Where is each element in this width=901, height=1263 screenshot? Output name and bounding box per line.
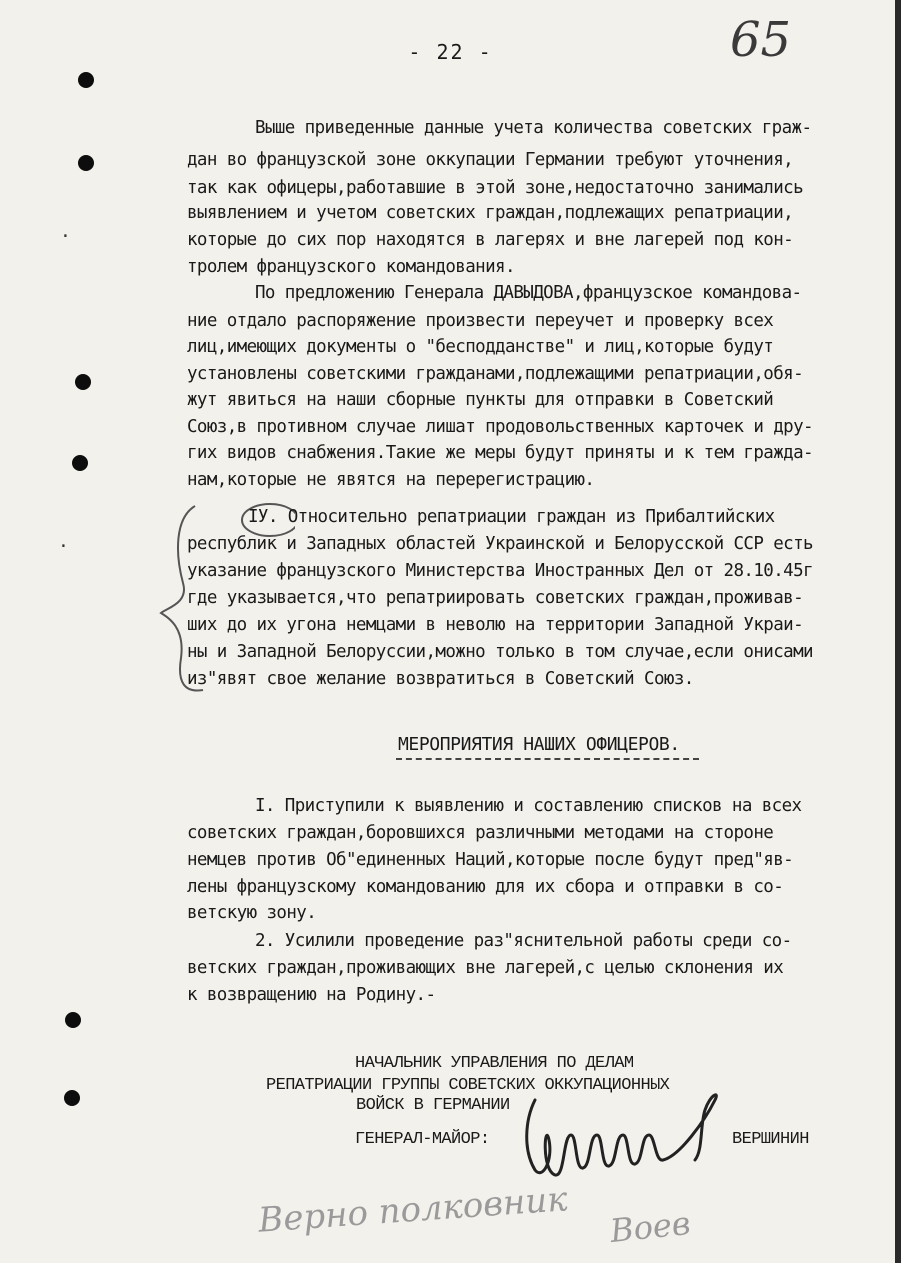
text-line: выявлением и учетом советских граждан,подлежащих репатриации, <box>187 203 794 223</box>
text-line: республик и Западных областей Украинской и Белорусской ССР есть <box>187 534 813 554</box>
text-line: гих видов снабжения.Такие же меры будут приняты и к тем гражда- <box>187 443 813 463</box>
text-line: нам,которые не явятся на перерегистрацию. <box>187 470 595 490</box>
punch-hole <box>78 155 94 171</box>
margin-mark: · <box>60 226 71 247</box>
text-line: установлены советскими гражданами,подлежащими репатриации,обя- <box>187 364 804 384</box>
punch-hole <box>65 1012 81 1028</box>
signatory-name: ВЕРШИНИН <box>732 1130 809 1149</box>
signature-title-line: РЕПАТРИАЦИИ ГРУППЫ СОВЕТСКИХ ОККУПАЦИОННЫХ <box>266 1076 670 1095</box>
text-line: Выше приведенные данные учета количества советских граж- <box>255 118 812 138</box>
text-line: Союз,в противном случае лишат продовольственных карточек и дру- <box>187 417 813 437</box>
text-line: IУ. Относительно репатриации граждан из Прибалтийских <box>248 507 775 527</box>
signatory-rank: ГЕНЕРАЛ-МАЙОР: <box>355 1130 490 1149</box>
text-line: советских граждан,боровшихся различными методами на стороне <box>187 823 774 843</box>
punch-hole <box>75 374 91 390</box>
punch-hole <box>78 72 94 88</box>
punch-hole <box>64 1090 80 1106</box>
text-line: указание французского Министерства Иностранных Дел от 28.10.45г <box>187 561 813 581</box>
text-line: ние отдало распоряжение произвести переучет и проверку всех <box>187 311 774 331</box>
text-line: 2. Усилили проведение раз"яснительной работы среди со- <box>255 931 792 951</box>
text-line: тролем французского командования. <box>187 257 515 277</box>
margin-mark: · <box>58 536 69 557</box>
text-line: ших до их угона немцами в неволю на территории Западной Украи- <box>187 615 804 635</box>
text-line: ветских граждан,проживающих вне лагерей,с целью склонения их <box>187 958 784 978</box>
text-line: жут явиться на наши сборные пункты для отправки в Советский <box>187 390 774 410</box>
scan-edge <box>895 0 901 1263</box>
handwritten-signature <box>505 1080 735 1190</box>
page-number: - 22 - <box>408 40 493 64</box>
text-line: к возвращению на Родину.- <box>187 985 436 1005</box>
signature-title-line: ВОЙСК В ГЕРМАНИИ <box>356 1096 510 1115</box>
text-line: ветскую зону. <box>187 903 317 923</box>
text-line: так как офицеры,работавшие в этой зоне,недостаточно занимались <box>187 178 804 198</box>
handwritten-note: Воев <box>608 1203 693 1251</box>
text-line: которые до сих пор находятся в лагерях и вне лагерей под кон- <box>187 230 794 250</box>
text-line: лены французскому командованию для их сбора и отправки в со- <box>187 877 784 897</box>
text-line: ны и Западной Белоруссии,можно только в том случае,если онисами <box>187 642 813 662</box>
text-line: где указывается,что репатриировать советских граждан,проживав- <box>187 588 804 608</box>
section-heading: МЕРОПРИЯТИЯ НАШИХ ОФИЦЕРОВ. <box>398 734 680 755</box>
text-line: По предложению Генерала ДАВЫДОВА,французское командова- <box>255 283 802 303</box>
text-line: лиц,имеющих документы о "бесподданстве" и лиц,которые будут <box>187 337 774 357</box>
heading-underline <box>396 758 699 760</box>
text-line: немцев против Об"единенных Наций,которые после будут пред"яв- <box>187 850 794 870</box>
text-line: из"явят свое желание возвратиться в Советский Союз. <box>187 669 694 689</box>
archive-page-number: 65 <box>730 12 792 68</box>
text-line: I. Приступили к выявлению и составлению списков на всех <box>255 796 802 816</box>
signature-title-line: НАЧАЛЬНИК УПРАВЛЕНИЯ ПО ДЕЛАМ <box>355 1054 634 1073</box>
handwritten-note: Верно полковник <box>256 1179 569 1241</box>
punch-hole <box>72 455 88 471</box>
text-line: дан во французской зоне оккупации Германии требуют уточнения, <box>187 150 794 170</box>
